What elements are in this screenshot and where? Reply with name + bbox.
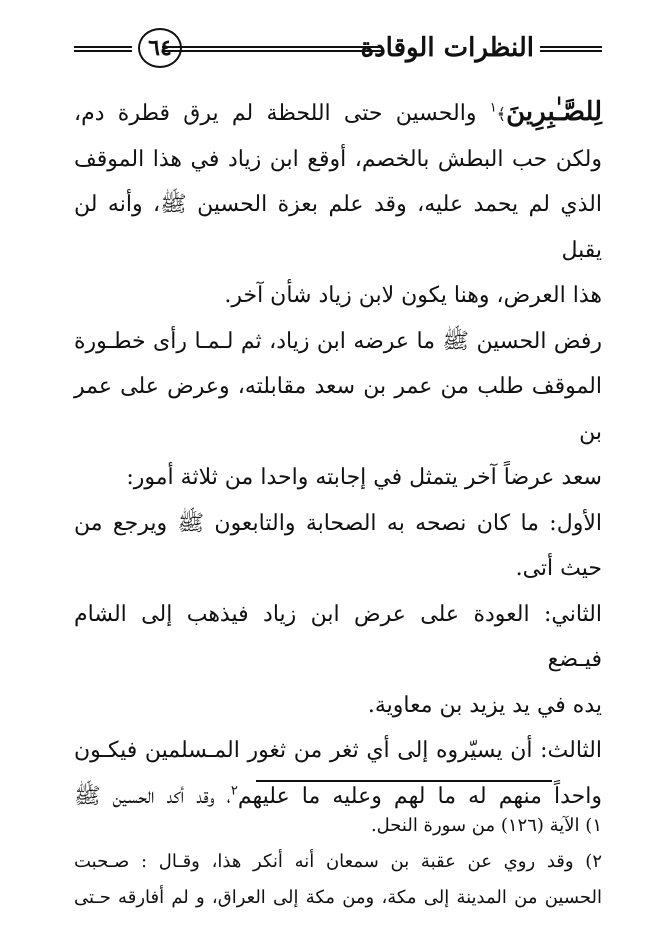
footnote-2-marker: ٢) [585,851,602,872]
text-line-4: هذا العرض، وهنا يكون لابن زياد شأن آخر. [224,283,602,309]
text-line-12: الثالث: أن يسيّروه إلى أي ثغر من ثغور المـسلمين فيكـون [74,738,602,764]
header-rule-middle [162,46,382,52]
footnote-ref-2: ٢ [230,783,238,799]
text-line-9: حيث أتى. [515,556,602,582]
text-line-1-body: والحسين حتى اللحظة لم يرق قطرة دم، [74,101,490,126]
text-line-8: الأول: ما كان نصحه به الصحابة والتابعون ﷺ ويرجع من [74,510,602,536]
running-title: النظرات الوقادة [360,33,534,63]
footnote-ref-1: ١ [489,100,497,116]
text-line-5: رفض الحسين ﷺ ما عرضه ابن زياد، ثم لـمـا رأى خطـورة [74,328,602,354]
footnote-2-line-2: الحسين من المدينة إلى مكة، ومن مكة إلى العراق، و لم أفارقه حـتى [74,887,602,908]
text-line-3: الذي لم يحمد عليه، وقد علم بعزة الحسين ﷺ، وأنه لن يقبل [74,192,602,263]
quran-close-ornament: ﴾ [496,104,507,124]
header-rule-right [540,46,602,52]
footnote-2-text-1: وقد روي عن عقبة بن سمعان أنه أنكر هذا، وقـال : صـحبت [74,851,586,872]
page-number: ٦٤ [138,28,182,68]
text-line-6: الموقف طلب من عمر بن سعد مقابلته، وعرض على عمر بن [74,374,602,445]
footnote-1 [74,808,602,844]
footnote-1-marker: ١) [585,815,602,836]
main-text [74,90,602,819]
page-header [74,24,602,74]
footnotes [74,808,602,916]
text-line-13-end: ، وقد أكد الحسين ﷺ [74,783,231,809]
footnote-1-text: الآية (١٢٦) من سورة النحل. [370,815,586,836]
footnote-separator [256,780,552,782]
text-line-10: الثاني: العودة على عرض ابن زياد فيذهب إلى الشام فيـضع [74,601,602,673]
header-rule-left [74,46,132,52]
text-line-11: يده في يد يزيد بن معاوية. [367,692,602,718]
text-line-7: سعد عرضاً آخر يتمثل في إجابته واحدا من ثلاثة أمور: [126,465,602,491]
text-line-1 [74,90,602,137]
text-line-13-start: واحداً منهم له ما لهم وعليه ما عليهم [237,783,602,809]
quran-verse: لِلصَّـٰبِرِينَ [506,97,602,127]
footnote-2-line-1 [74,844,602,880]
text-line-2: ولكن حب البطش بالخصم، أوقع ابن زياد في هذا الموقف [74,146,602,172]
